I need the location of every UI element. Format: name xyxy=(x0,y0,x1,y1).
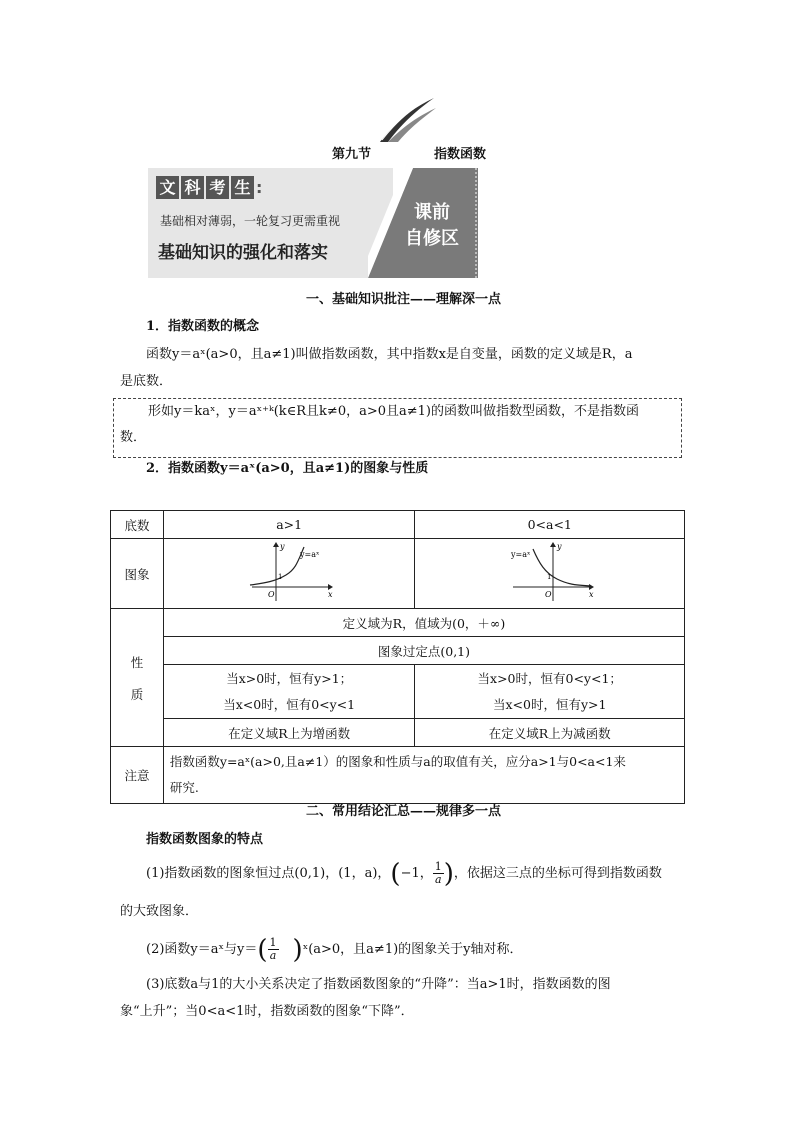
swoosh-logo xyxy=(378,96,438,144)
chapter-banner xyxy=(148,168,478,278)
banner-tag-colon: : xyxy=(256,178,263,197)
banner-right-text xyxy=(392,200,472,252)
graph-cell-decreasing xyxy=(415,539,685,609)
item-1-text-a: (1)指数函数的图象恒过点(0,1)，(1，a)， xyxy=(146,865,391,881)
header-a-lt-1: 0<a<1 xyxy=(415,511,685,539)
prop-domain-range: 定义域为R，值域为(0，＋∞) xyxy=(163,609,684,637)
left-negative: 当x<0时，恒有0<y<1 xyxy=(223,696,356,712)
origin-label: O xyxy=(268,590,275,599)
banner-right-line1: 课前 xyxy=(414,202,450,223)
banner-tag-char: 科 xyxy=(181,176,204,199)
header-properties xyxy=(111,609,164,747)
axis-y-label: y xyxy=(280,542,285,551)
prop-left-values xyxy=(163,665,415,719)
intercept-label: 1 xyxy=(546,573,552,581)
axis-x-label: x xyxy=(588,590,594,599)
subheading-graph-properties: 2．指数函数y＝aˣ(a>0，且a≠1)的图象与性质 xyxy=(146,461,429,476)
item-1-line-2: 的大致图象． xyxy=(120,904,199,919)
prop-left-monotonic: 在定义域R上为增函数 xyxy=(163,719,415,747)
fraction-numerator: 1 xyxy=(269,936,277,949)
page-title: 指数函数 xyxy=(434,147,487,162)
banner-tag xyxy=(156,176,262,199)
banner-tag-char: 文 xyxy=(156,176,179,199)
decreasing-graph xyxy=(505,541,595,603)
header-properties-2: 质 xyxy=(130,686,144,702)
header-graph: 图象 xyxy=(111,539,164,609)
item-1-point: ( −1， $\frac{1}{a}$ ) xyxy=(390,858,454,889)
banner-tag-char: 考 xyxy=(206,176,229,199)
subheading-features: 指数函数图象的特点 xyxy=(146,832,264,847)
fraction-numerator: 1 xyxy=(434,860,442,873)
fraction-denominator: a xyxy=(269,949,277,962)
intercept-label: 1 xyxy=(278,573,283,581)
note-line-2: 数． xyxy=(120,430,147,445)
curve-label: y=aˣ xyxy=(510,550,531,559)
item-1-fraction xyxy=(433,861,444,886)
header-base: 底数 xyxy=(111,511,164,539)
properties-table xyxy=(110,510,685,804)
section-heading-2: 二、常用结论汇总——规律多一点 xyxy=(306,804,502,819)
graph-cell-increasing xyxy=(163,539,415,609)
right-positive: 当x>0时，恒有0<y<1； xyxy=(477,670,622,686)
item-3-line-2: 象“上升”；当0<a<1时，指数函数的图象“下降”． xyxy=(120,1004,414,1019)
left-positive: 当x>0时，恒有y>1； xyxy=(226,670,353,686)
item-2-text-a: (2)函数y＝aˣ与y＝ xyxy=(146,941,258,957)
section-heading-1: 一、基础知识批注——理解深一点 xyxy=(306,292,502,307)
item-3-line-1: (3)底数a与1的大小关系决定了指数函数图象的“升降”：当a>1时，指数函数的图 xyxy=(146,977,611,992)
section-number: 第九节 xyxy=(332,147,372,162)
item-1-text-b: ，依据这三点的坐标可得到指数函数 xyxy=(453,865,662,881)
note-cell xyxy=(163,747,684,804)
axis-y-label: y xyxy=(556,542,562,551)
subheading-concept: 1．指数函数的概念 xyxy=(146,319,260,334)
prop-fixed-point: 图象过定点(0,1) xyxy=(163,637,684,665)
banner-subtitle: 基础相对薄弱，一轮复习更需重视 xyxy=(160,214,341,228)
header-a-gt-1: a>1 xyxy=(163,511,415,539)
note-line-1: 形如y＝kaˣ，y＝aˣ⁺ᵏ(k∈R且k≠0，a>0且a≠1)的函数叫做指数型函数，不是指数函 xyxy=(148,404,639,419)
note-cell-line2: 研究. xyxy=(169,780,199,795)
prop-right-monotonic: 在定义域R上为减函数 xyxy=(415,719,685,747)
item-1-line-1 xyxy=(146,858,662,889)
banner-headline: 基础知识的强化和落实 xyxy=(158,243,328,263)
prop-right-values xyxy=(415,665,685,719)
item-2-line: (2)函数y＝aˣ与y＝ ( $\frac{1}{a}$ ) ˣ(a>0，且a≠1)的图象关于y轴对称． xyxy=(146,934,523,965)
header-properties-1: 性 xyxy=(130,654,144,670)
banner-tag-char: 生 xyxy=(231,176,254,199)
axis-x-label: x xyxy=(328,590,333,599)
item-1-minus: −1， xyxy=(400,865,433,881)
right-negative: 当x<0时，恒有y>1 xyxy=(492,696,607,712)
increasing-graph xyxy=(244,541,334,603)
definition-line-2: 是底数． xyxy=(120,374,173,389)
header-note: 注意 xyxy=(111,747,164,804)
origin-label: O xyxy=(544,590,552,599)
note-cell-line1: 指数函数y=aˣ(a>0,且a≠1）的图象和性质与a的取值有关，应分a>1与0<a<1来 xyxy=(169,754,626,769)
item-2-text-b: ˣ(a>0，且a≠1)的图象关于y轴对称． xyxy=(302,941,523,957)
definition-line-1: 函数y＝aˣ(a>0，且a≠1)叫做指数函数，其中指数x是自变量，函数的定义域是R，a xyxy=(146,347,633,362)
banner-right-line2: 自修区 xyxy=(405,228,459,249)
item-2-fraction xyxy=(268,937,279,962)
curve-label: y=aˣ xyxy=(300,550,320,559)
fraction-denominator: a xyxy=(434,873,442,886)
banner-left-panel xyxy=(148,168,393,278)
